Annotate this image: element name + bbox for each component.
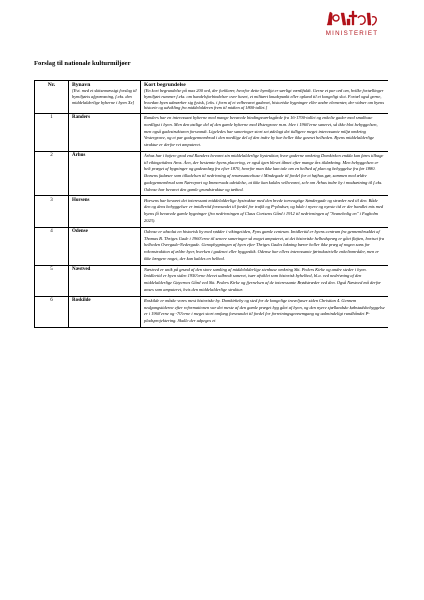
- culture-environments-table-wrapper: [34, 80, 388, 600]
- table-header-row: [35, 81, 389, 114]
- row-description: Århus har i højere grad end Randers bevaret sin middelalderlige bystruktur, hvor gaderne omkring Domkirken endda kan føres tilbage til vikingetidens Aros. Åen, der bestemte byens placering, er også igen blevet åbnet efter mange års tildækning. Men bebyggelsen er helt præget af bygninger og gadeanlæg fra efter 1870, hvorfor man ikke kan tale om en helhed af plan og bebyggelse fra før 1880. Ikonens fadæser som tilladelsen til nedrivning af renæssancehuse i Mindegade til fordel for et højhus gør, sammen med ældre gadegennembrud som Nørreport og Immervads udvidelse, at ikke kan kaldes velbevaret, selv om Århus indre by i modsætning til f.eks. Odense har bevaret den gamle grundstruktur og tæthed.: [141, 151, 389, 196]
- header-begrundelse-note: [En kort begrundelse på max 200 ord, der forklarer, hvorfor dette bymiljø er særligt værdifuldt. Gerne et par ord om, hvilke fortællinger bymiljøet rummer f.eks. om handelsforbindelser over havet, et militært knudepunkt eller opland til et kongeligt slot. Fortæl også gerne, hvordan byen udmærker sig fysisk, f.eks. i form af et velbevaret gadenet, historiske bygninger eller andre elementer, der vidner om byens historie og udvikling fra middelalderen frem til midten af 1800-tallet.]: [144, 88, 385, 111]
- row-city: Roskilde: [69, 296, 141, 327]
- header-bynavn: [69, 81, 141, 114]
- row-number: 4: [35, 227, 69, 265]
- row-number: 1: [35, 114, 69, 152]
- header-begrundelse: [141, 81, 389, 114]
- document-title: Forslag til nationale kulturmiljøer: [34, 60, 131, 67]
- row-city: Randers: [69, 114, 141, 152]
- row-city: Horsens: [69, 196, 141, 227]
- row-description: Roskilde er måske vores mest historiske by. Domkirkeby og sted for de kongelige traveljaser siden Christian 4. Gennem nedgangstiderne efter reformationen var det meste af den gamle præget byg gået af byen, og den nyere sjællandske købstadsbebyggelse er i 1960'erne og -70'erne i meget stort omfang forsvundet til fordel for forretningsgennemgang og ualmindeligt rundhåndet P-pladsprojektering. Skulle der udpeges et: [141, 296, 389, 327]
- table-row: [35, 265, 389, 296]
- table-row: [35, 151, 389, 196]
- row-city: Århus: [69, 151, 141, 196]
- row-city: Odense: [69, 227, 141, 265]
- row-description: Randers har en interessant byherne med mange bevarede bindingsværksgårde fra 16-1700-tallet og enkelte gader med smalhuse nordligst i byen. Men den østlige del af den gamle byherne med Østergrave m.m. blev i 1960'erne saneret, så ikke blot bebyggelsen, men også gadestrukturen forsvandt. Ligeledes har saneringer stort set ødelagt det tidligere meget interessante miljø omkring Vestergrave, og et par gadegennembrud i den nordlige del af den indre by har heller ikke gavnet helheden. Byens middelalderlige struktur er derfor ret amputeret.: [141, 114, 389, 152]
- crown-icon: [320, 9, 384, 29]
- table-row: [35, 227, 389, 265]
- row-description: Odense er absolut en historisk by med rødder i vikingetiden, Fyns gamle centrum. Imidlertid er byens centrum fra gennembruddet af Thomas B. Thriges Gade i 1960'erne til senere saneringer så meget amputeret, at det historiske helhedspræg er gået fløjten, bortset fra helheden Overgade-Nedergade. Genopbygningen af byen efter Thriges Gades lukning bærer heller ikke præg af nogen sans for rekonstruktion af ældre byer, hverken i gadenet eller byggeskik. Odense har ellers interessante førindustrielle enkeltområder, men er ikke længere noget, der kan kaldes en helhed.: [141, 227, 389, 265]
- table-row: [35, 296, 389, 327]
- culture-environments-table: [34, 80, 388, 328]
- header-begrundelse-label: Kort begrundelse: [144, 82, 186, 89]
- row-description: Horsens har bevaret det interessant middelalderlige bystruktur med den brede torveagtige Søndergade og stræder ned til den. Både den og dens bebyggelser er imidlertid forsvundet til fordel for trafik og P-pladser, og både i nyere og nyeste tid er der handlet mis med byens få bevarede gamle bygninger (fra nedrivningen af Claus Cortsens Gård i 1912 til nedrivningen af "Svanebolig en" i Fugholm 2023).: [141, 196, 389, 227]
- row-number: 2: [35, 151, 69, 196]
- table-row: [35, 196, 389, 227]
- header-bynavn-label: Bynavn: [72, 82, 91, 89]
- row-description: Næstved er unik på grund af den store samling af middelalderlige stenhuse omkring Skt. Peders Kirke og andre steder i byen. Imidlertid er byen siden 1950'erne blevet udbredt saneret, især afviklet som historisk byhelhed, bl.a. ved nedrivning af den middelalderlige Gøyernes Gård ved Skt. Peders Kirke og fjernelsen af de interessante Brødstræder ved den. Også Næstved må derfor anses som amputeret, hvis den middelalderlige struktur.: [141, 265, 389, 296]
- row-city: Næstved: [69, 265, 141, 296]
- header-bynavn-note: [Evt. med et skitsemæssigt forslag til bymiljøets afgrænsning, f.eks. den middelalderlige byherne i byen Xx]: [72, 88, 137, 105]
- logo-text: MINISTERIET: [325, 30, 379, 37]
- header-nr: Nr.: [35, 81, 69, 114]
- table-row: [35, 114, 389, 152]
- ministry-logo: [312, 9, 392, 37]
- row-number: 3: [35, 196, 69, 227]
- row-number: 6: [35, 296, 69, 327]
- row-number: 5: [35, 265, 69, 296]
